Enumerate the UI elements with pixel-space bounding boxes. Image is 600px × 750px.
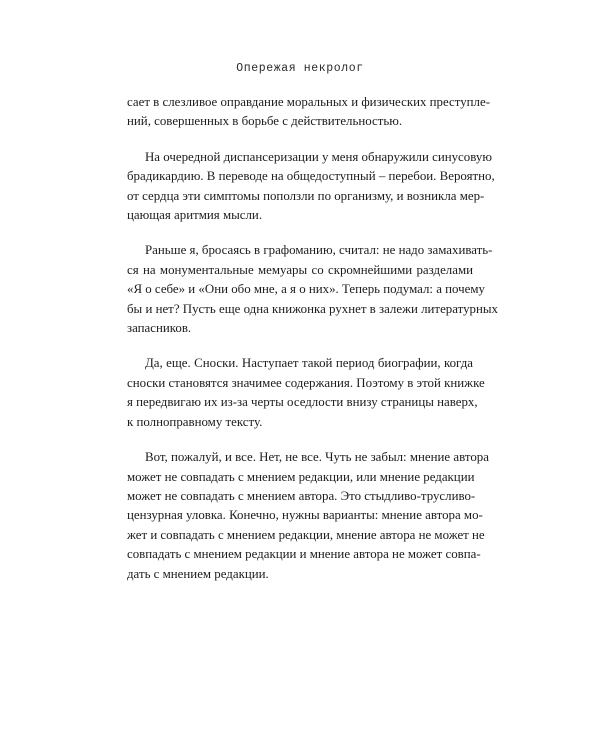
text-line: запасников. <box>127 321 192 336</box>
text-line: цензурная уловка. Конечно, нужны варианты: мнение автора мо- <box>127 508 483 523</box>
text-line: может не совпадать с мнением автора. Это стыдливо-трусливо- <box>127 488 476 503</box>
paragraph <box>127 448 489 584</box>
body-text <box>127 93 498 600</box>
text-line: бы и нет? Пусть еще одна книжонка рухнет в залежи литературных <box>127 301 498 316</box>
text-line: сает в слезливое оправдание моральных и физических преступле- <box>127 95 491 109</box>
text-line: сноски становятся значимее содержания. Поэтому в этой книжке <box>127 375 485 390</box>
paragraph <box>127 354 485 432</box>
text-line: жет и совпадать с мнением редакции, мнение автора не может не <box>127 527 485 542</box>
text-line: я передвигаю их из-за черты оседлости внизу страницы наверх, <box>127 395 478 410</box>
text-line: Раньше я, бросаясь в графоманию, считал: не надо замахивать- <box>145 243 493 258</box>
running-title: Опережая некролог <box>236 62 364 75</box>
text-line: Да, еще. Сноски. Наступает такой период биографии, когда <box>145 356 473 371</box>
text-line: может не совпадать с мнением редакции, или мнение редакции <box>127 469 475 484</box>
text-line: совпадать с мнением редакции и мнение автора не может совпа- <box>127 547 481 562</box>
text-line: «Я о себе» и «Они обо мне, а я о них». Теперь подумал: а почему <box>127 282 485 297</box>
paragraph <box>127 93 491 132</box>
text-line: ся на монументальные мемуары со скромнейшими разделами <box>127 262 473 277</box>
paragraph <box>127 148 495 226</box>
text-line: брадикардию. В переводе на общедоступный – перебои. Вероятно, <box>127 169 495 184</box>
text-line: Вот, пожалуй, и все. Нет, не все. Чуть не забыл: мнение автора <box>145 450 489 465</box>
text-line: от сердца эти симптомы поползли по организму, и возникла мер- <box>127 188 485 203</box>
text-line: дать с мнением редакции. <box>127 566 269 581</box>
text-line: На очередной диспансеризации у меня обнаружили синусовую <box>145 149 492 164</box>
text-line: цающая аритмия мысли. <box>127 208 263 223</box>
text-line: к полноправному тексту. <box>127 414 263 429</box>
paragraph <box>127 241 498 338</box>
text-line: ний, совершенных в борьбе с действительностью. <box>127 114 403 129</box>
